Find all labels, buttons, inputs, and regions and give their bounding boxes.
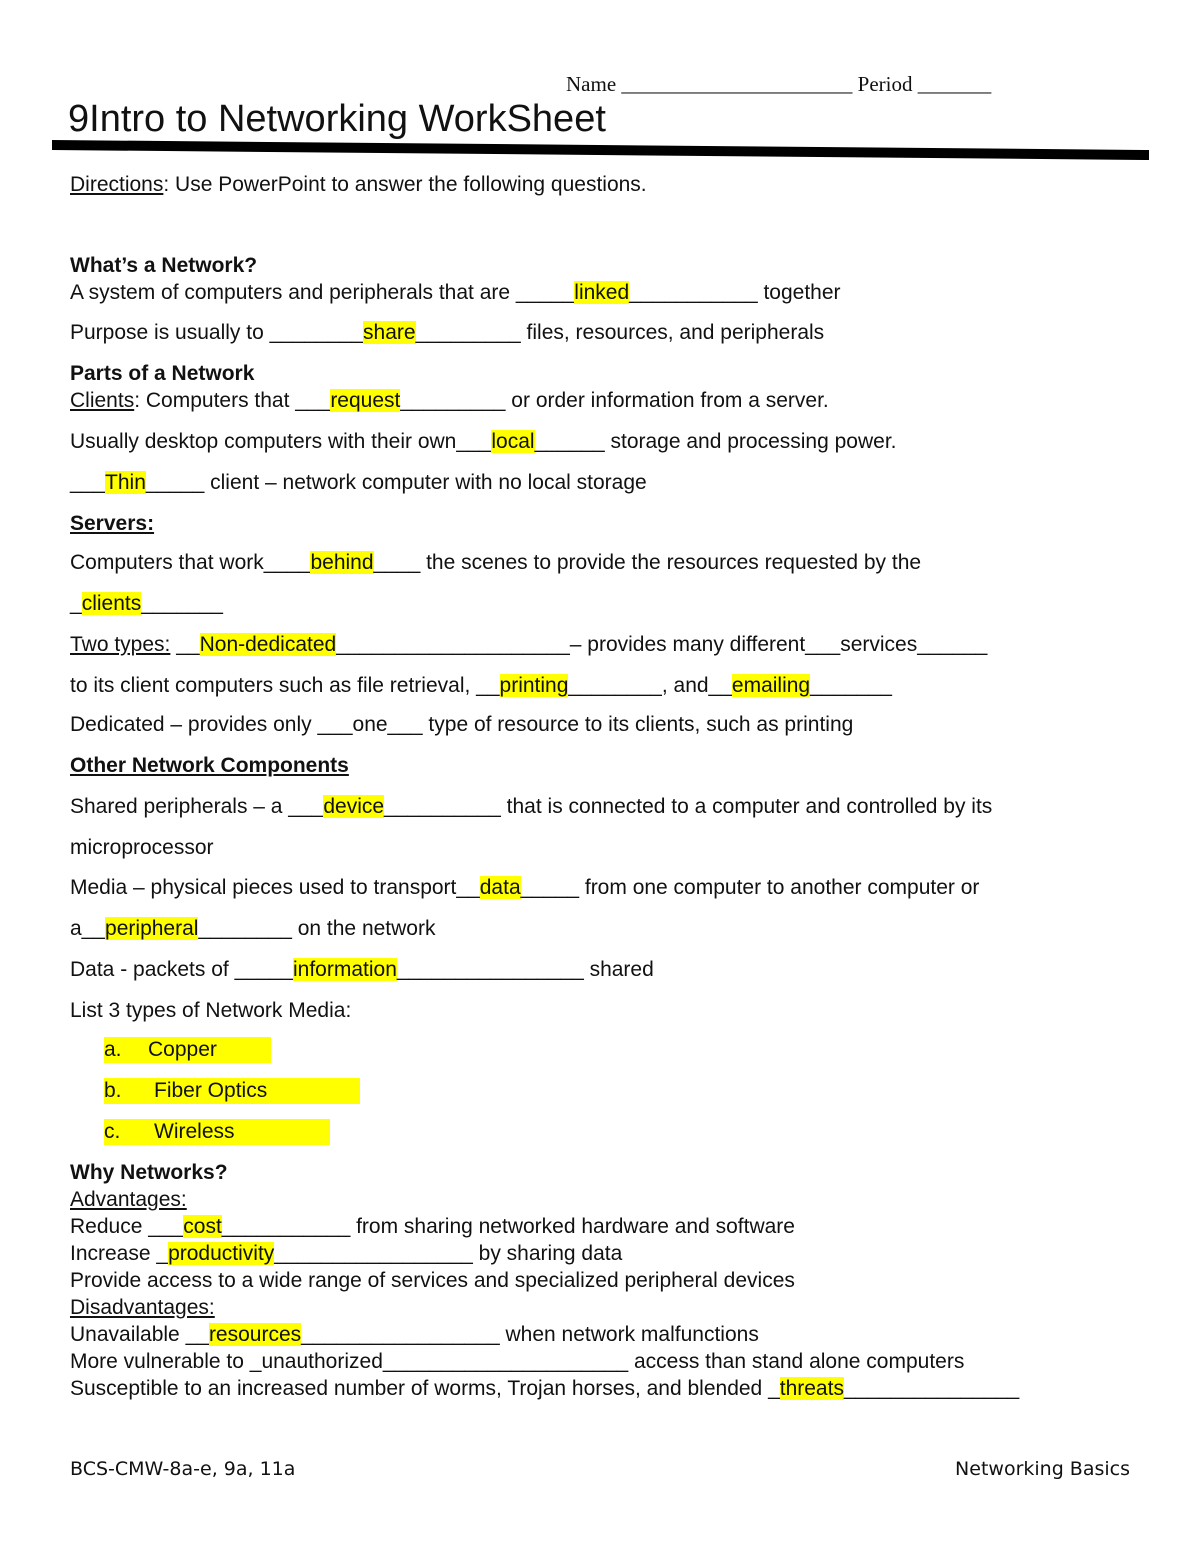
answer-highlight: emailing — [731, 674, 811, 697]
answer-highlight: local — [491, 430, 535, 453]
answer-highlight: share — [363, 321, 416, 344]
servers-line-5: Dedicated – provides only ___one___ type of resource to its clients, such as printing — [70, 713, 854, 736]
answer-highlight: Non-dedicated — [199, 633, 337, 656]
other-line-6: List 3 types of Network Media: — [70, 999, 352, 1022]
name-period-line — [566, 72, 991, 97]
answer-highlight: request — [330, 389, 401, 412]
other-line-2: microprocessor — [70, 836, 214, 859]
advantage-1: Reduce ___cost___________ from sharing networked hardware and software — [70, 1215, 795, 1238]
name-blank: ______________________ — [621, 72, 853, 96]
media-item-a: a. Copper — [104, 1037, 271, 1063]
footer-standards: BCS-CMW-8a-e, 9a, 11a — [70, 1458, 296, 1480]
servers-line-1: Computers that work____behind____ the scenes to provide the resources requested by the — [70, 551, 922, 574]
disadvantage-1: Unavailable __resources_________________ when network malfunctions — [70, 1323, 759, 1346]
media-item-c: c. Wireless — [104, 1119, 330, 1145]
media-item-b: b. Fiber Optics — [104, 1078, 360, 1104]
answer-highlight: resources — [208, 1323, 302, 1346]
directions-line — [70, 172, 647, 198]
answer-highlight: Thin — [105, 471, 146, 494]
advantages-label: Advantages: — [70, 1188, 187, 1211]
name-label: Name — [566, 72, 617, 96]
directions-label: Directions — [70, 173, 164, 196]
advantage-3: Provide access to a wide range of services and specialized peripheral devices — [70, 1269, 795, 1292]
answer-highlight: data — [479, 876, 521, 899]
servers-heading: Servers: — [70, 512, 155, 535]
network-heading: What’s a Network? — [70, 254, 258, 277]
parts-heading: Parts of a Network — [70, 362, 255, 385]
servers-line-4: to its client computers such as file retrieval, __printing________, and__emailing_______ — [70, 674, 892, 697]
other-heading: Other Network Components — [70, 754, 349, 777]
servers-line-3: Two types: __Non-dedicated____________________– provides many different___services______ — [70, 633, 988, 656]
answer-highlight: cost — [183, 1215, 222, 1238]
parts-line-1: Clients: Computers that ___request_________ or order information from a server. — [70, 389, 829, 412]
network-line-1: A system of computers and peripherals that are _____linked___________ together — [70, 281, 841, 304]
advantage-2: Increase _productivity_________________ by sharing data — [70, 1242, 623, 1265]
answer-highlight: device — [323, 795, 385, 818]
other-line-4: a__peripheral________ on the network — [70, 917, 436, 940]
other-line-5: Data - packets of _____information________________ shared — [70, 958, 654, 981]
network-line-2: Purpose is usually to ________share_________ files, resources, and peripherals — [70, 321, 825, 344]
answer-highlight: productivity — [168, 1242, 275, 1265]
answer-highlight: clients — [81, 592, 142, 615]
title-rule — [52, 136, 1149, 162]
disadvantage-2: More vulnerable to _unauthorized_____________________ access than stand alone computers — [70, 1350, 965, 1373]
answer-highlight: printing — [499, 674, 569, 697]
footer-course: Networking Basics — [955, 1458, 1130, 1480]
other-line-3: Media – physical pieces used to transport__data_____ from one computer to another computer or — [70, 876, 980, 899]
servers-line-2: _clients_______ — [70, 592, 223, 615]
answer-highlight: threats — [779, 1377, 844, 1400]
parts-line-2: Usually desktop computers with their own___local______ storage and processing power. — [70, 430, 897, 453]
answer-highlight: behind — [310, 551, 374, 574]
period-blank: _______ — [917, 72, 992, 96]
period-label: Period — [857, 72, 913, 96]
answer-highlight: peripheral — [105, 917, 199, 940]
why-heading: Why Networks? — [70, 1161, 228, 1184]
directions-text: : Use PowerPoint to answer the following questions. — [163, 173, 647, 196]
disadvantages-label: Disadvantages: — [70, 1296, 215, 1319]
disadvantage-3: Susceptible to an increased number of worms, Trojan horses, and blended _threats_______________ — [70, 1377, 1020, 1400]
parts-line-3: ___Thin_____ client – network computer with no local storage — [70, 471, 647, 494]
answer-highlight: information — [292, 958, 397, 981]
other-line-1: Shared peripherals – a ___device__________ that is connected to a computer and controlled by its — [70, 795, 993, 818]
answer-highlight: linked — [574, 281, 630, 304]
page-title: 9Intro to Networking WorkSheet — [68, 98, 606, 140]
